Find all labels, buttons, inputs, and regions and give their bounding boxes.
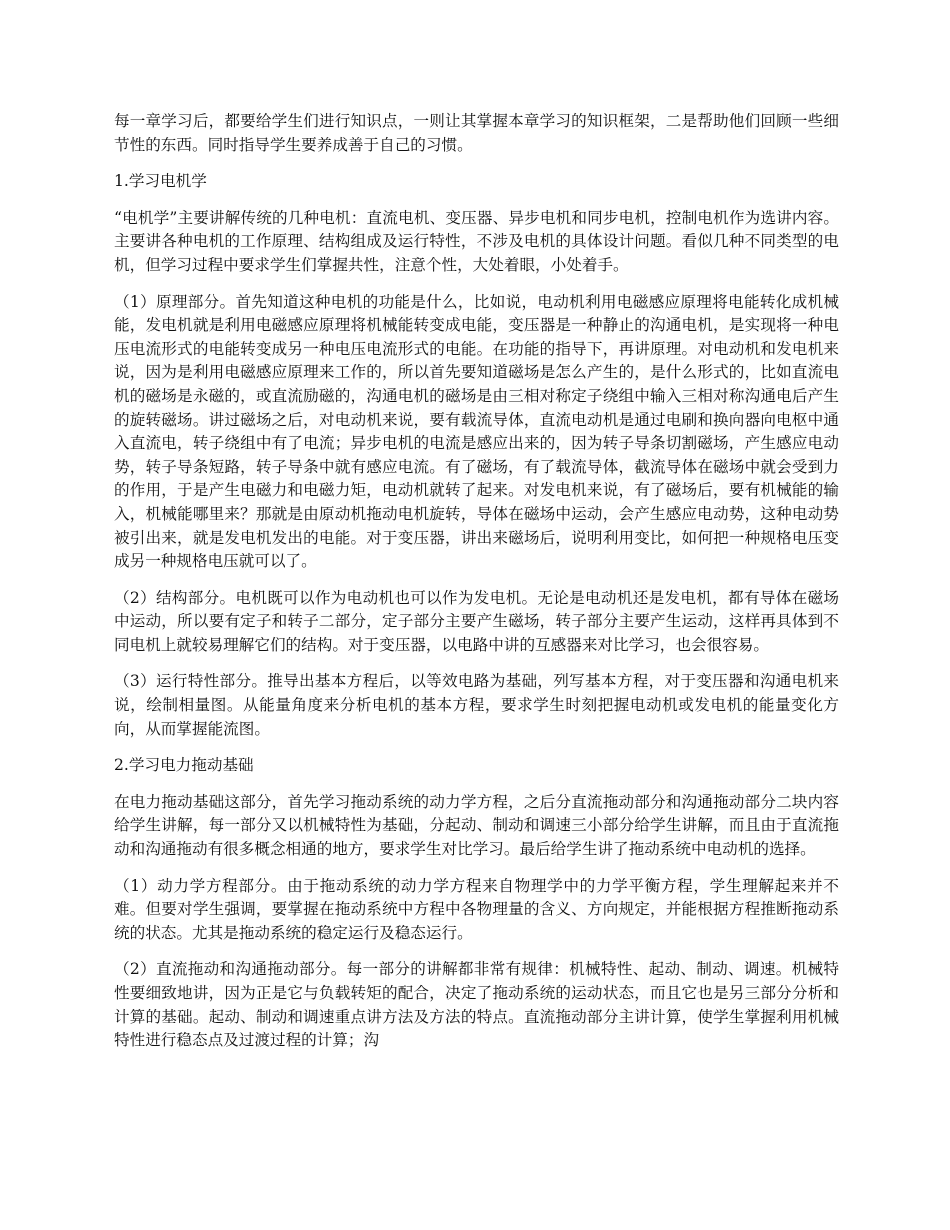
motor-theory-overview-paragraph: “电机学”主要讲解传统的几种电机：直流电机、变压器、异步电机和同步电机，控制电机作为选讲内容。主要讲各种电机的工作原理、结构组成及运行特性，不涉及电机的具体设计问题。看似几种不同类型的电机，但学习过程中要求学生们掌握共性，注意个性，大处着眼，小处着手。 (114, 208, 839, 274)
principle-paragraph: （1）原理部分。首先知道这种电机的功能是什么，比如说，电动机利用电磁感应原理将电能转化成机械能，发电机就是利用电磁感应原理将机械能转变成电能，变压器是一种静止的沟通电机，是实现将一种电压电流形式的电能转变成另一种电压电流形式的电能。在功能的指导下，再讲原理。对电动机和发电机来说，因为是利用电磁感应原理来工作的，所以首先要知道磁场是怎么产生的，是什么形式的，比如直流电机的磁场是永磁的，或直流励磁的，沟通电机的磁场是由三相对称定子绕组中输入三相对称沟通电后产生的旋转磁场。讲过磁场之后，对电动机来说，要有载流导体，直流电动机是通过电刷和换向器向电枢中通入直流电，转子绕组中有了电流；异步电机的电流是感应出来的，因为转子导条切割磁场，产生感应电动势，转子导条短路，转子导条中就有感应电流。有了磁场，有了载流导体，截流导体在磁场中就会受到力的作用，于是产生电磁力和电磁力矩，电动机就转了起来。对发电机来说，有了磁场后，要有机械能的输入，机械能哪里来？那就是由原动机拖动电机旋转，导体在磁场中运动，会产生感应电动势，这种电动势被引出来，就是发电机发出的电能。对于变压器，讲出来磁场后，说明利用变比，如何把一种规格电压变成另一种规格电压就可以了。 (114, 292, 839, 571)
dynamics-equation-paragraph: （1）动力学方程部分。由于拖动系统的动力学方程来自物理学中的力学平衡方程，学生理解起来并不难。但要对学生强调，要掌握在拖动系统中方程中各物理量的含义、方向规定，并能根据方程推断拖动系统的状态。尤其是拖动系统的稳定运行及稳态运行。 (114, 876, 839, 942)
electric-drive-overview-paragraph: 在电力拖动基础这部分，首先学习拖动系统的动力学方程，之后分直流拖动部分和沟通拖动部分二块内容给学生讲解，每一部分又以机械特性为基础，分起动、制动和调速三小部分给学生讲解，而且由于直流拖动和沟通拖动有很多概念相通的地方，要求学生对比学习。最后给学生讲了拖动系统中电动机的选择。 (114, 792, 839, 859)
dc-ac-drive-paragraph: （2）直流拖动和沟通拖动部分。每一部分的讲解都非常有规律：机械特性、起动、制动、调速。机械特性要细致地讲，因为正是它与负载转矩的配合，决定了拖动系统的运动状态，而且它也是另三部分分析和计算的基础。起动、制动和调速重点讲方法及方法的特点。直流拖动部分主讲计算，使学生掌握利用机械特性进行稳态点及过渡过程的计算；沟 (114, 960, 839, 1050)
section-heading-electric-drive: 2.学习电力拖动基础 (114, 756, 254, 775)
structure-paragraph: （2）结构部分。电机既可以作为电动机也可以作为发电机。无论是电动机还是发电机，都有导体在磁场中运动，所以要有定子和转子二部分，定子部分主要产生磁场，转子部分主要产生运动，这样再具体到不同电机上就较易理解它们的结构。对于变压器，以电路中讲的互感器来对比学习，也会很容易。 (114, 588, 839, 654)
intro-paragraph: 每一章学习后，都要给学生们进行知识点，一则让其掌握本章学习的知识框架，二是帮助他们回顾一些细节性的东西。同时指导学生要养成善于自己的习惯。 (114, 112, 839, 154)
section-heading-motor-theory: 1.学习电机学 (114, 172, 207, 191)
operating-characteristics-paragraph: （3）运行特性部分。推导出基本方程后，以等效电路为基础，列写基本方程，对于变压器和沟通电机来说，绘制相量图。从能量角度来分析电机的基本方程，要求学生时刻把握电动机或发电机的能量变化方向，从而掌握能流图。 (114, 672, 839, 738)
document-page (114, 110, 839, 1066)
